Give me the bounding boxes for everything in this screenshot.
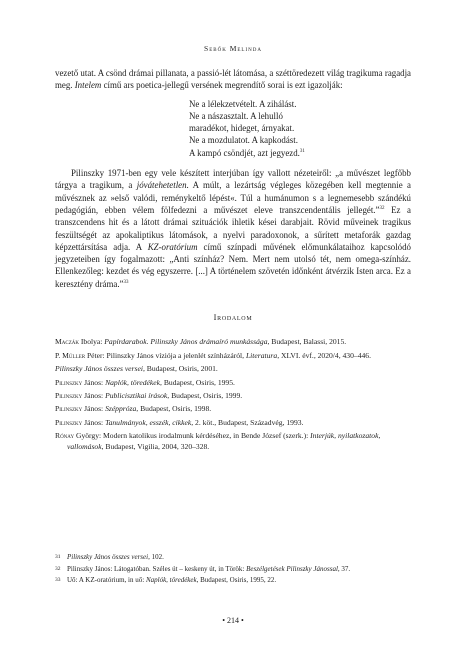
italic-term: jóvátehetetlen (136, 180, 187, 191)
bibliography-entry: Pilinszky János: Publicisztikai írások, Budapest, Osiris, 1999. (55, 390, 243, 400)
main-text (55, 67, 411, 455)
footnote: 31 Pilinszky János összes versei, 102. (55, 553, 164, 561)
bibliography-entry: Rónay György: Modern katolikus irodalmunk kérdéséhez, in Bende József (szerk.): Interjúk, nyilatkozatok, vallomások, Budapest, Vigilia, 2004, 320–328. (55, 431, 381, 452)
poem-line: maradékot, hideget, árnyakat. (189, 123, 295, 134)
poem-line: Ne a mozdulatot. A kapkodást. (189, 135, 298, 146)
bibliography-list (55, 336, 411, 452)
bibliography-entry: Pilinszky János összes versei, Budapest, Osiris, 2001. (55, 364, 218, 374)
paragraph-2: Pilinszky 1971-ben egy vele készített interjúban így vallott nézeteiről: „a művészet legfőbb tárgya a tragikum, a jóvátehetetlen. A múlt, a lezártság végleges közegében kell megtennie a művésznek az »első valódi, reménykeltő lépést«. Túl a humánumon s a legnemesebb szándékú pedagógián, ebben vélem fölfedezni a művészet eleve transzcendentális jellegét.”$^{32}$ Ez a transzcendens hit és a látott drámai szituációk ihletik kései darabjait. Rövid műveinek tragikus feszültségét az apokaliptikus látomások, a nyelvi paradoxonok, a sűrített metaforák gazdag képzettársítása adja. A KZ-oratórium című színpadi művének előmunkálataihoz kapcsolódó jegyzeteiben így fogalmazott: „Anti színház? Nem. Mert nem utolsó tét, nem omega-színház. Ellenkezőleg: kezdet és vég egyszerre. [...] A történelem szövetén időnként átvérzik Isten arca. Ez a keresztény dráma.”$^{33}$ (55, 168, 411, 289)
bibliography-heading: Irodalom (213, 313, 253, 323)
footnote-number: 31 (55, 554, 61, 560)
footnote-number: 32 (55, 565, 61, 572)
footnote: 32 Pilinszky János: Látogatóban. Széles út – keskeny út, in Török: Beszélgetések Pilinszky Jánossal, 37. (55, 564, 351, 573)
italic-title: KZ-oratórium (147, 241, 198, 252)
footnote-ref[interactable]: 32 (379, 206, 385, 211)
footnote: 33 Uő: A KZ-oratórium, in uő: Naplók, töredékek, Budapest, Osiris, 1995, 22. (55, 576, 277, 585)
bibliography-entry: P. Müller Péter: Pilinszky János víziója a jelenlét színházáról, Literatura, XLVI. évf., 2020/4, 430–446. (55, 350, 371, 360)
footnote-number: 33 (55, 577, 61, 584)
bibliography-entry: Maczák Ibolya: Papírdarabok. Pilinszky János drámaíró munkássága, Budapest, Balassi, 2015. (55, 337, 347, 347)
paragraph-1: vezető utat. A csönd drámai pillanata, a passió-lét látomása, a széttöredezett világ tragikuma ragadja meg. Intelem című ars poetica-jellegű versének megrendítő sorai is ezt igazolják: (55, 68, 411, 91)
poem-quote (189, 98, 411, 159)
bibliography-entry: Pilinszky János: Széppróza, Budapest, Osiris, 1998. (55, 404, 212, 414)
poem-line-last: A kampó csöndjét, azt jegyezd.$^{31}$ (189, 147, 305, 158)
footnote-ref[interactable]: 33 (123, 279, 129, 285)
poem-line: Ne a nászasztalt. A lehulló (189, 110, 283, 121)
footnote-ref[interactable]: 31 (299, 148, 305, 154)
footnotes (55, 553, 411, 588)
italic-title: Intelem (74, 80, 102, 91)
bibliography-entry: Pilinszky János: Tanulmányok, esszék, cikkek, 2. köt., Budapest, Századvég, 1993. (55, 417, 304, 427)
page-number: • 214 • (222, 616, 244, 625)
running-head: Sebők Melinda (204, 44, 262, 53)
bibliography-entry: Pilinszky János: Naplók, töredékek, Budapest, Osiris, 1995. (55, 377, 235, 387)
poem-line: Ne a lélekzetvételt. A zihálást. (189, 98, 297, 109)
